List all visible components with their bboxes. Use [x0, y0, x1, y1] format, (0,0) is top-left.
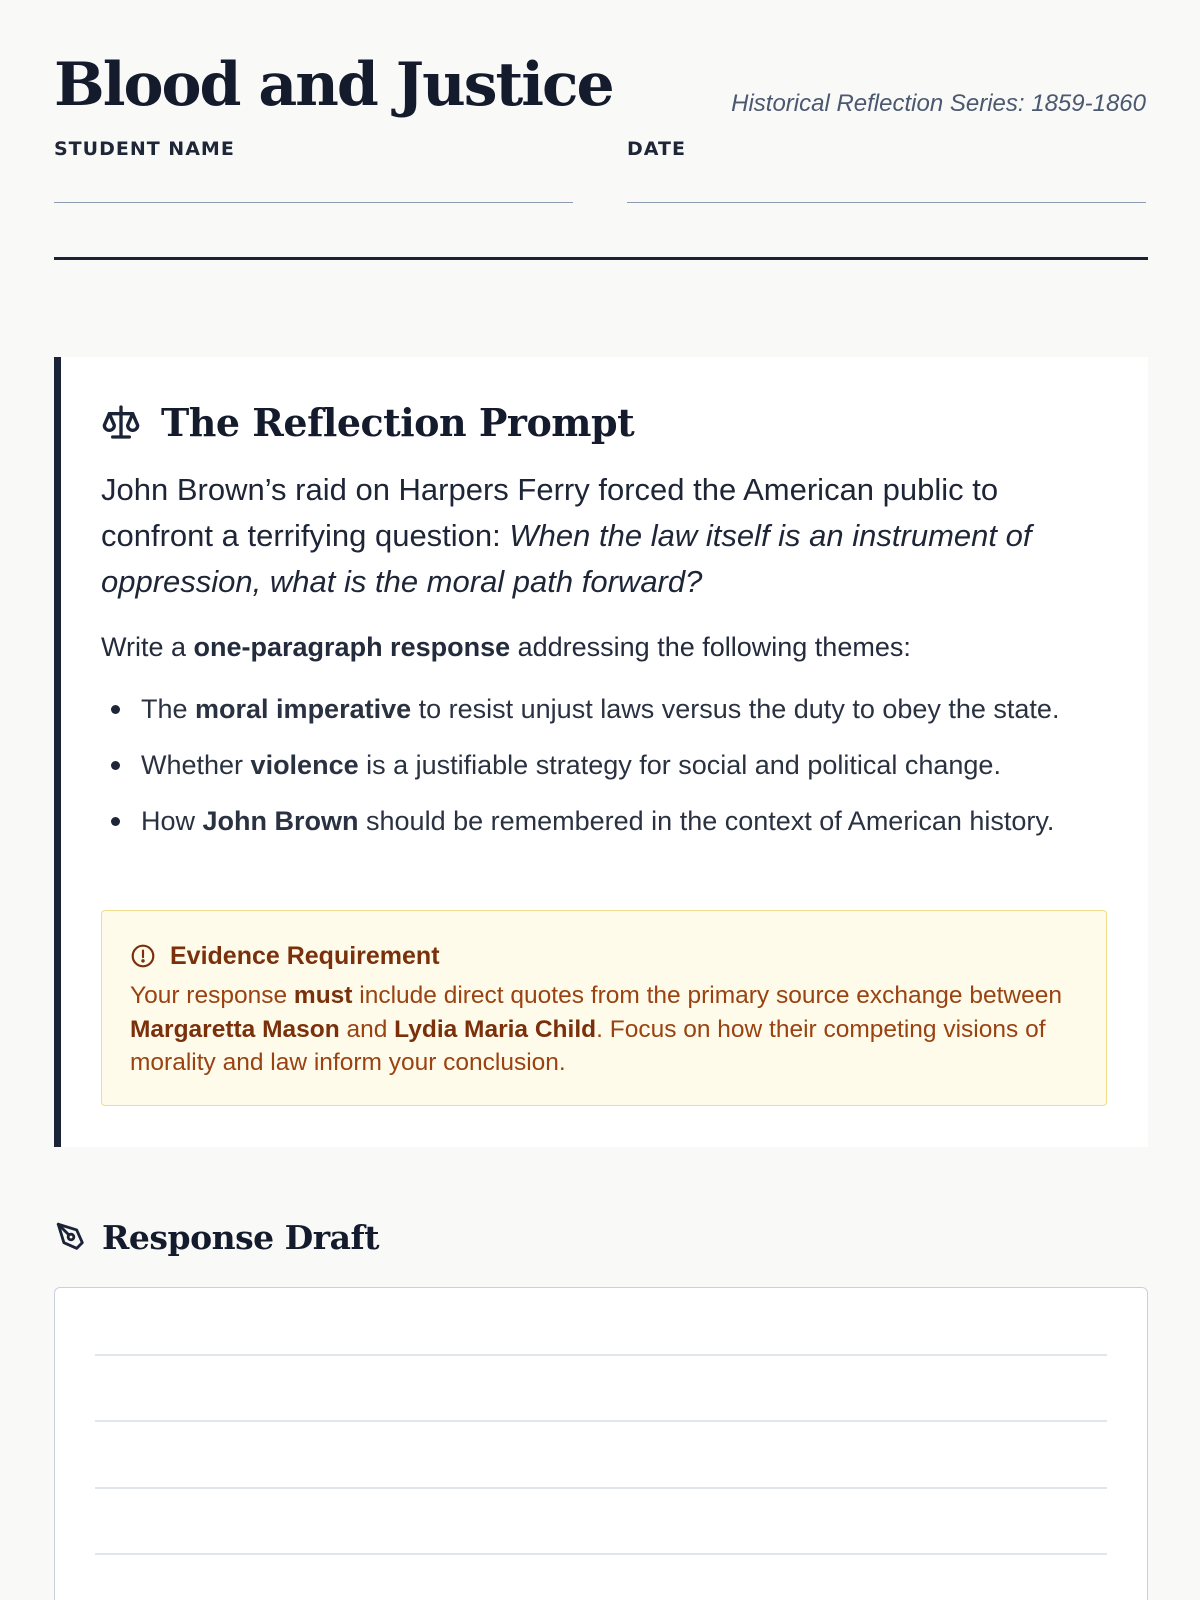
list-item — [101, 801, 1108, 841]
theme-keyword: moral imperative — [195, 694, 412, 724]
alert-circle-icon — [130, 943, 156, 969]
theme-keyword: John Brown — [202, 806, 359, 836]
date-field — [627, 135, 1146, 203]
evidence-text: Your response — [130, 982, 294, 1009]
header-divider — [54, 257, 1148, 260]
list-item — [101, 689, 1108, 729]
prompt-instruction — [101, 627, 1108, 667]
bullet-icon — [111, 817, 120, 826]
student-info-fields — [54, 135, 1146, 203]
instruction-emphasis: one-paragraph response — [193, 632, 511, 662]
student-name-input[interactable] — [54, 163, 573, 203]
themes-list — [101, 689, 1108, 841]
evidence-text: . Focus on how their competing visions of morality and law inform your conclusion. — [130, 1015, 1046, 1076]
reflection-prompt-card — [54, 357, 1148, 1147]
bullet-icon — [111, 761, 120, 770]
theme-keyword: violence — [250, 750, 359, 780]
pen-icon — [54, 1220, 88, 1254]
theme-text: Whether — [141, 750, 251, 780]
scale-icon — [101, 402, 141, 442]
evidence-text: and — [339, 1015, 395, 1043]
writing-line — [95, 1354, 1107, 1356]
worksheet-header — [54, 0, 1146, 135]
writing-line — [95, 1487, 1107, 1489]
draft-title: Response Draft — [102, 1217, 379, 1257]
evidence-emphasis: must — [293, 982, 353, 1009]
prompt-question: When the law itself is an instrument of oppression, what is the moral path forward? — [101, 518, 1032, 599]
student-name-label: STUDENT NAME — [54, 138, 235, 160]
prompt-heading — [101, 391, 1108, 453]
instruction-prefix: Write a — [101, 632, 194, 662]
evidence-source-name: Margaretta Mason — [130, 1015, 340, 1043]
theme-text: should be remembered in the context of American history. — [358, 806, 1055, 836]
prompt-intro-text: John Brown’s raid on Harpers Ferry forced the American public to confront a terrifying question: — [101, 472, 999, 553]
prompt-intro — [101, 467, 1108, 605]
evidence-body — [130, 979, 1078, 1080]
theme-text: The — [141, 694, 196, 724]
evidence-text: include direct quotes from the primary source exchange between — [352, 982, 1062, 1009]
page-title: Blood and Justice — [54, 50, 613, 120]
date-label: DATE — [627, 138, 686, 160]
theme-text: is a justifiable strategy for social and political change. — [358, 750, 1001, 780]
instruction-suffix: addressing the following themes: — [510, 632, 911, 662]
series-subtitle: Historical Reflection Series: 1859-1860 — [731, 90, 1146, 117]
evidence-source-name: Lydia Maria Child — [394, 1015, 597, 1043]
writing-line — [95, 1553, 1107, 1555]
prompt-title: The Reflection Prompt — [161, 399, 635, 445]
evidence-requirement-callout — [101, 910, 1107, 1106]
theme-text: to resist unjust laws versus the duty to obey the state. — [411, 694, 1060, 724]
theme-text: How — [141, 806, 203, 836]
evidence-heading — [130, 939, 1078, 973]
list-item — [101, 745, 1108, 785]
evidence-title: Evidence Requirement — [170, 941, 440, 970]
student-name-field — [54, 135, 573, 203]
writing-line — [95, 1420, 1107, 1422]
response-draft-heading — [54, 1212, 379, 1262]
date-input[interactable] — [627, 163, 1146, 203]
bullet-icon — [111, 705, 120, 714]
response-draft-area[interactable] — [54, 1287, 1148, 1600]
